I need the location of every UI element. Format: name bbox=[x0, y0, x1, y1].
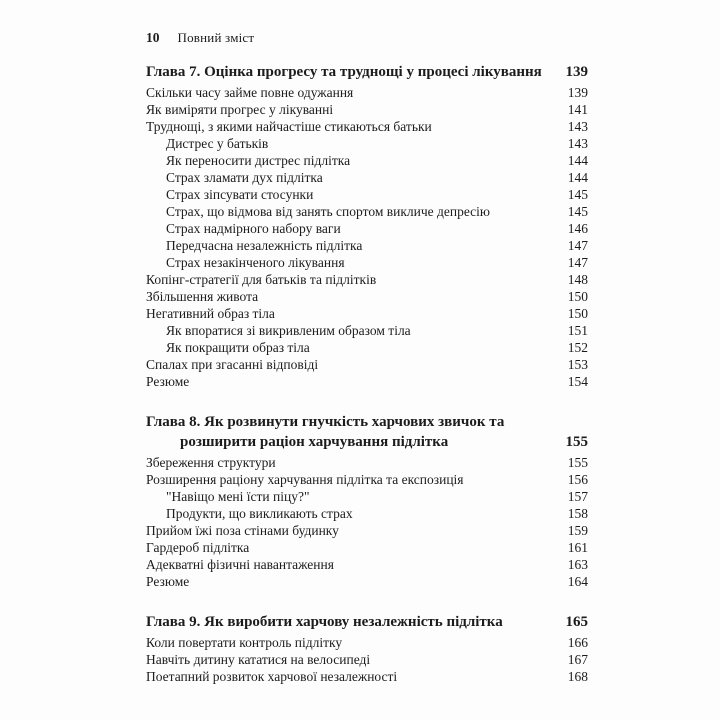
toc-entry-page-number: 144 bbox=[567, 153, 588, 168]
toc-entry-title: Труднощі, з якими найчастіше стикаються батьки bbox=[146, 119, 432, 134]
toc-entry-page-number: 157 bbox=[567, 489, 588, 504]
toc-entry-title: Як впоратися зі викривленим образом тіла bbox=[166, 323, 411, 338]
toc-entry-page-number: 164 bbox=[567, 574, 588, 589]
running-head bbox=[146, 30, 588, 46]
page-content bbox=[146, 30, 588, 685]
toc-entry bbox=[146, 118, 588, 135]
toc-entry-title: Як виміряти прогрес у лікуванні bbox=[146, 102, 334, 117]
toc-entry-title: Продукти, що викликають страх bbox=[166, 506, 353, 521]
toc-entry-page-number: 148 bbox=[567, 272, 588, 287]
chapter-heading-row bbox=[146, 612, 588, 632]
toc-entry bbox=[146, 356, 588, 373]
toc-entry-title: Як покращити образ тіла bbox=[166, 340, 310, 355]
page-number: 10 bbox=[146, 30, 160, 45]
running-head-title: Повний зміст bbox=[177, 30, 255, 45]
toc-entry-title: Спалах при згасанні відповіді bbox=[146, 357, 319, 372]
toc-entry bbox=[146, 373, 588, 390]
toc-entry bbox=[146, 169, 588, 186]
toc-entry-title: Страх незакінченого лікування bbox=[166, 255, 345, 270]
toc-entry-title: Розширення раціону харчування підлітка та експозиція bbox=[146, 472, 464, 487]
toc-entry bbox=[146, 573, 588, 590]
toc-entry-title: Адекватні фізичні навантаження bbox=[146, 557, 334, 572]
toc-entry-title: Скільки часу займе повне одужання bbox=[146, 85, 354, 100]
toc-entry-page-number: 150 bbox=[567, 289, 588, 304]
toc-entry-title: Гардероб підлітка bbox=[146, 540, 250, 555]
toc-entry-page-number: 152 bbox=[567, 340, 588, 355]
toc-entry-page-number: 147 bbox=[567, 238, 588, 253]
toc-entry-page-number: 155 bbox=[567, 455, 588, 470]
toc-entry-title: Копінг-стратегії для батьків та підлітків bbox=[146, 272, 377, 287]
chapter-heading-row bbox=[146, 62, 588, 82]
toc-entry bbox=[146, 135, 588, 152]
chapter-title: Глава 7. Оцінка прогресу та труднощі у процесі лікування bbox=[146, 64, 542, 80]
toc-entry-title: Передчасна незалежність підлітка bbox=[166, 238, 363, 253]
toc-entry-title: Резюме bbox=[146, 374, 190, 389]
toc-entry-page-number: 141 bbox=[567, 102, 588, 117]
toc-section bbox=[146, 612, 588, 685]
toc-entry-page-number: 168 bbox=[567, 669, 588, 684]
toc-entry-page-number: 158 bbox=[567, 506, 588, 521]
toc-entry bbox=[146, 322, 588, 339]
toc-entry bbox=[146, 288, 588, 305]
toc-entry-page-number: 166 bbox=[567, 635, 588, 650]
toc-entry bbox=[146, 220, 588, 237]
toc-section bbox=[146, 412, 588, 590]
chapter-page-number: 165 bbox=[565, 614, 588, 630]
toc-entry bbox=[146, 522, 588, 539]
toc-entry-page-number: 147 bbox=[567, 255, 588, 270]
chapter-page-number: 139 bbox=[565, 64, 588, 80]
toc-entry bbox=[146, 651, 588, 668]
toc-entry bbox=[146, 101, 588, 118]
toc-entry-page-number: 143 bbox=[567, 119, 588, 134]
toc-entry-title: "Навіщо мені їсти піцу?" bbox=[166, 489, 310, 504]
chapter-title: Глава 8. Як розвинути гнучкість харчових звичок та розширити раціон харчування підлітка bbox=[146, 414, 505, 450]
toc-section bbox=[146, 62, 588, 390]
toc-entry bbox=[146, 305, 588, 322]
toc-entry bbox=[146, 556, 588, 573]
toc-entry-title: Коли повертати контроль підлітку bbox=[146, 635, 343, 650]
toc-entry bbox=[146, 203, 588, 220]
toc-entry-title: Як переносити дистрес підлітка bbox=[166, 153, 351, 168]
toc-entry-page-number: 145 bbox=[567, 204, 588, 219]
toc-entry-page-number: 143 bbox=[567, 136, 588, 151]
table-of-contents bbox=[146, 62, 588, 685]
toc-entry-title: Страх, що відмова від занять спортом викличе депресію bbox=[166, 204, 490, 219]
toc-entry bbox=[146, 84, 588, 101]
toc-entry-page-number: 161 bbox=[567, 540, 588, 555]
toc-entry-title: Збільшення живота bbox=[146, 289, 259, 304]
toc-entry-title: Страх зіпсувати стосунки bbox=[166, 187, 314, 202]
toc-entry-page-number: 167 bbox=[567, 652, 588, 667]
chapter-title: Глава 9. Як виробити харчову незалежність підлітка bbox=[146, 614, 503, 630]
toc-entry bbox=[146, 539, 588, 556]
toc-entry bbox=[146, 668, 588, 685]
toc-entry-title: Збереження структури bbox=[146, 455, 276, 470]
toc-entry bbox=[146, 488, 588, 505]
toc-entry-title: Дистрес у батьків bbox=[166, 136, 269, 151]
toc-entry-page-number: 151 bbox=[567, 323, 588, 338]
toc-entry-title: Прийом їжі поза стінами будинку bbox=[146, 523, 339, 538]
toc-entry-page-number: 156 bbox=[567, 472, 588, 487]
toc-entry-page-number: 145 bbox=[567, 187, 588, 202]
toc-entry-page-number: 144 bbox=[567, 170, 588, 185]
toc-entry bbox=[146, 505, 588, 522]
toc-entry-title: Страх зламати дух підлітка bbox=[166, 170, 323, 185]
chapter-page-number: 155 bbox=[565, 434, 588, 450]
toc-entry bbox=[146, 271, 588, 288]
toc-entry-page-number: 150 bbox=[567, 306, 588, 321]
toc-entry bbox=[146, 634, 588, 651]
toc-entry bbox=[146, 339, 588, 356]
toc-entry-page-number: 146 bbox=[567, 221, 588, 236]
toc-entry-title: Негативний образ тіла bbox=[146, 306, 275, 321]
toc-entry-page-number: 163 bbox=[567, 557, 588, 572]
toc-entry-page-number: 139 bbox=[567, 85, 588, 100]
toc-entry-title: Поетапний розвиток харчової незалежності bbox=[146, 669, 398, 684]
toc-entry bbox=[146, 152, 588, 169]
toc-entry-page-number: 154 bbox=[567, 374, 588, 389]
toc-entry bbox=[146, 254, 588, 271]
toc-entry bbox=[146, 237, 588, 254]
chapter-heading-row bbox=[146, 412, 588, 452]
toc-entry bbox=[146, 454, 588, 471]
toc-entry-page-number: 159 bbox=[567, 523, 588, 538]
toc-entry-title: Резюме bbox=[146, 574, 190, 589]
toc-entry bbox=[146, 186, 588, 203]
toc-entry-page-number: 153 bbox=[567, 357, 588, 372]
toc-entry bbox=[146, 471, 588, 488]
toc-entry-title: Навчіть дитину кататися на велосипеді bbox=[146, 652, 371, 667]
toc-entry-title: Страх надмірного набору ваги bbox=[166, 221, 341, 236]
